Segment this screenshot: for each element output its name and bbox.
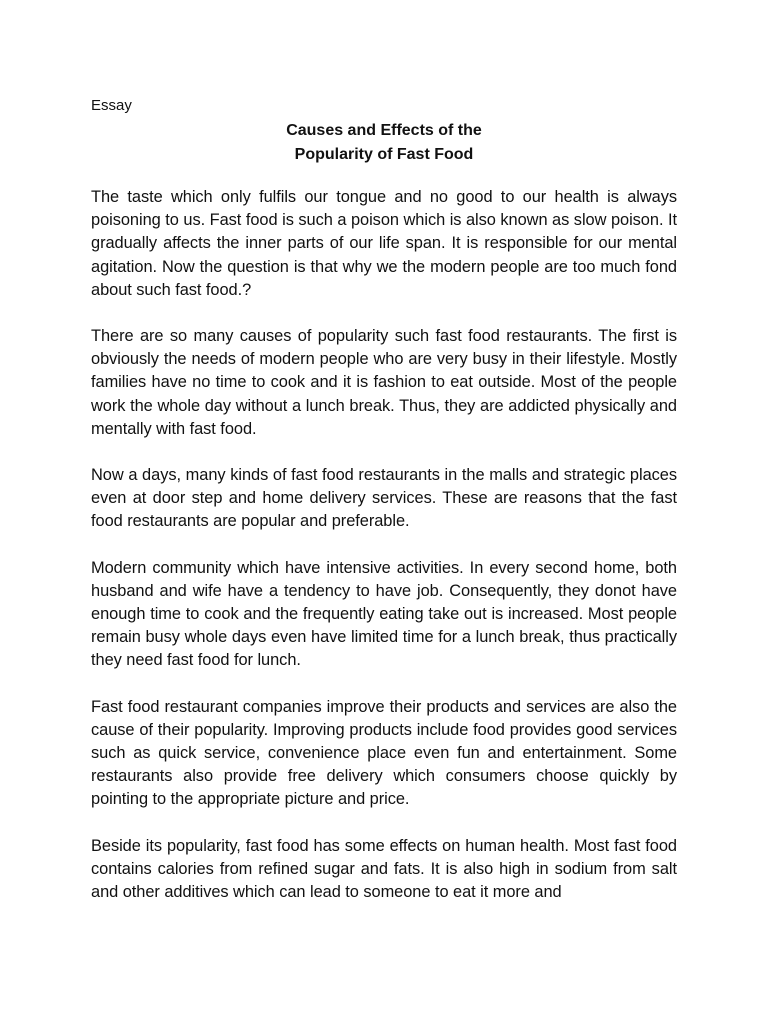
paragraph-2: There are so many causes of popularity such fast food restaurants. The first is obviously the needs of modern people who are very busy in their lifestyle. Mostly families have no time to cook and it is fashion to eat outside. Most of the people work the whole day without a lunch break. Thus, they are addicted physically and mentally with fast food. [91, 327, 677, 438]
paragraph-6: Beside its popularity, fast food has some effects on human health. Most fast food contains calories from refined sugar and fats. It is also high in sodium from salt and other additives which can lead to someone to eat it more and [91, 836, 677, 902]
essay-body [91, 186, 677, 904]
title-line-2: Popularity of Fast Food [294, 146, 474, 163]
paragraph-1: The taste which only fulfils our tongue and no good to our health is always poisoning to us. Fast food is such a poison which is also known as slow poison. It gradually affects the inner parts of our life span. It is responsible for our mental agitation. Now the question is that why we the modern people are too much fond about such fast food.? [91, 188, 677, 299]
title-line-1: Causes and Effects of the [286, 122, 482, 139]
document-page [91, 96, 677, 927]
essay-title [91, 119, 677, 167]
document-label: Essay [91, 97, 132, 114]
paragraph-3: Now a days, many kinds of fast food restaurants in the malls and strategic places even at door step and home delivery services. These are reasons that the fast food restaurants are popular and preferable. [91, 466, 677, 531]
paragraph-5: Fast food restaurant companies improve their products and services are also the cause of their popularity. Improving products include food provides good services such as quick service, convenience place even fun and entertainment. Some restaurants also provide free delivery which consumers choose quickly by pointing to the appropriate picture and price. [91, 697, 677, 809]
paragraph-4: Modern community which have intensive activities. In every second home, both husband and wife have a tendency to have job. Consequently, they donot have enough time to cook and the frequently eating take out is increased. Most people remain busy whole days even have limited time for a lunch break, thus practically they need fast food for lunch. [91, 558, 677, 670]
